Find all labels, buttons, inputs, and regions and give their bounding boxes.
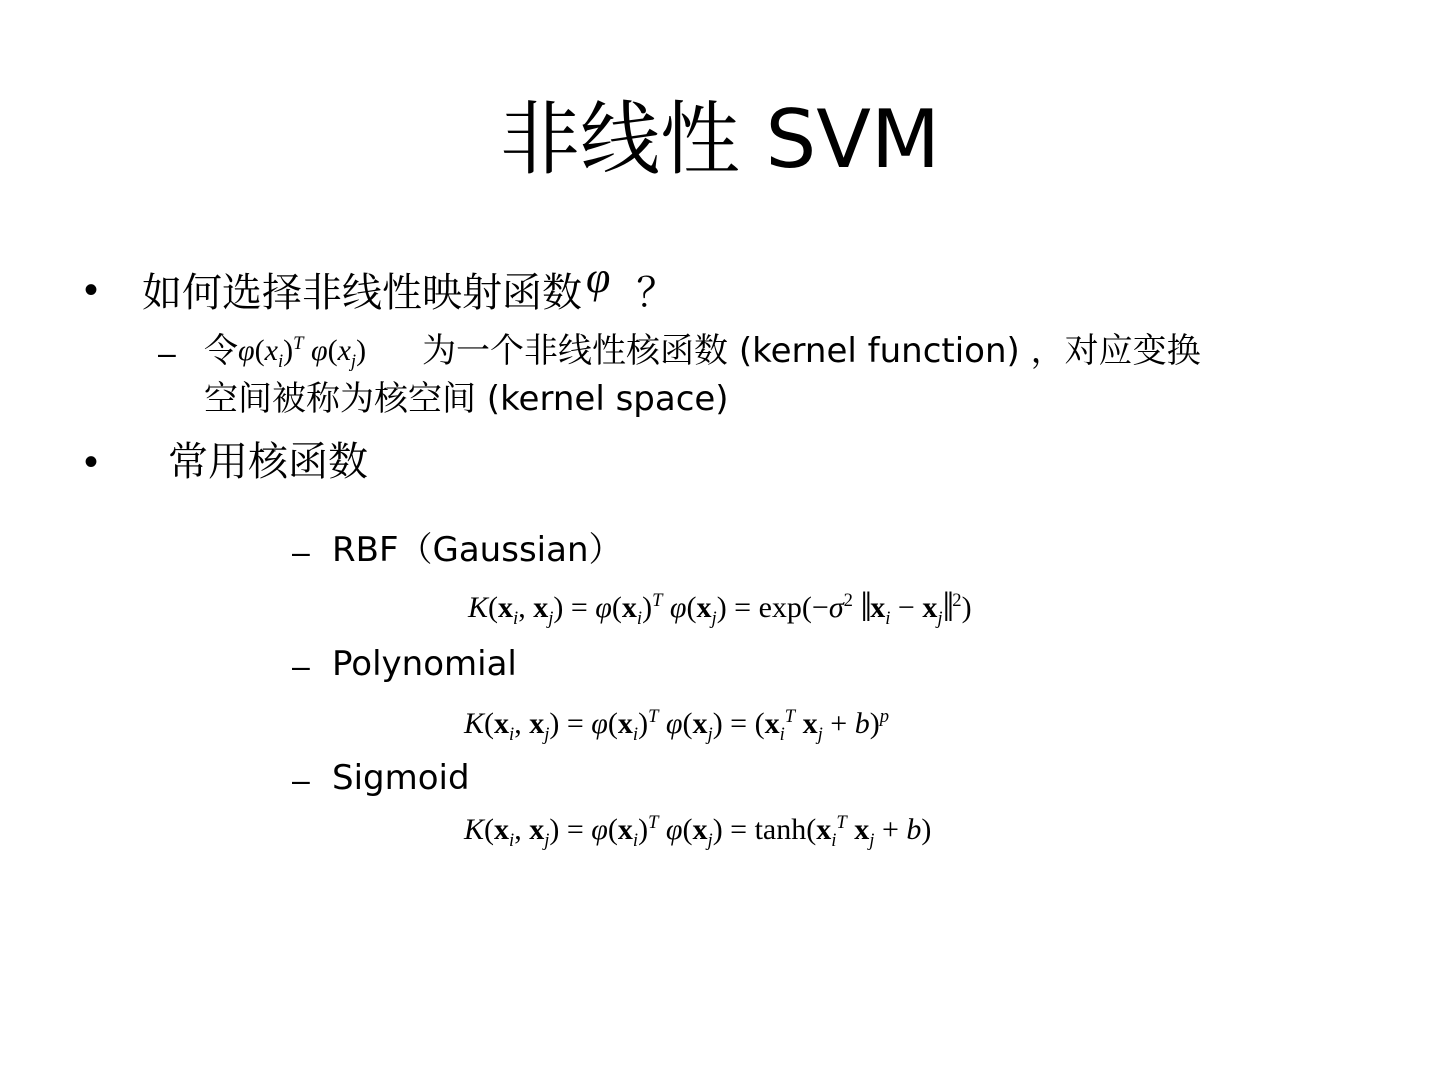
slide-title: 非线性 SVM <box>500 93 940 186</box>
bullet-marker: • <box>84 268 99 312</box>
kernel-name-sigmoid: Sigmoid <box>332 758 470 798</box>
kernel-marker: – <box>292 534 310 570</box>
bullet-2-text: 常用核函数 <box>168 439 368 485</box>
kernel-marker: – <box>292 762 310 798</box>
bullet-marker: • <box>84 440 99 484</box>
bullet-1-text: 如何选择非线性映射函数 <box>142 270 582 316</box>
sub-bullet-line-2: 空间被称为核空间 (kernel space) <box>204 379 729 419</box>
inner-product-formula: $\varphi(x_i)^T$ $\varphi(x_j)$ <box>238 333 367 372</box>
polynomial-formula: $K(x_i$, $x_j) = \varphi(x_i)^T$ $\varphi(x_j) = (x_i^T$ $x_j + b)^p$ <box>464 706 889 745</box>
bullet-1 <box>142 253 677 317</box>
kernel-name-polynomial: Polynomial <box>332 644 517 684</box>
sigmoid-formula: $K(x_i$, $x_j) = \varphi(x_i)^T$ $\varphi(x_j) = \tanh(x_i^T$ $x_j + b$) <box>464 812 932 851</box>
sub-bullet-line-1 <box>204 328 1201 376</box>
phi-symbol: φ <box>586 253 611 302</box>
kernel-name-rbf: RBF（Gaussian） <box>332 530 623 570</box>
rbf-formula: $K(x_i$, $x_j) = \varphi(x_i)^T$ $\varphi(x_j) = \exp(-\sigma^2$ $‖x_i$ − $x_j‖^2$) <box>468 585 972 631</box>
sub-bullet-marker: – <box>158 335 176 371</box>
question-mark: ？ <box>636 270 677 316</box>
kernel-marker: – <box>292 648 310 684</box>
sub-bullet-prefix: 令 <box>204 331 238 371</box>
sub-bullet-text-1: 为一个非线性核函数 (kernel function) ，对应变换 <box>422 331 1201 371</box>
